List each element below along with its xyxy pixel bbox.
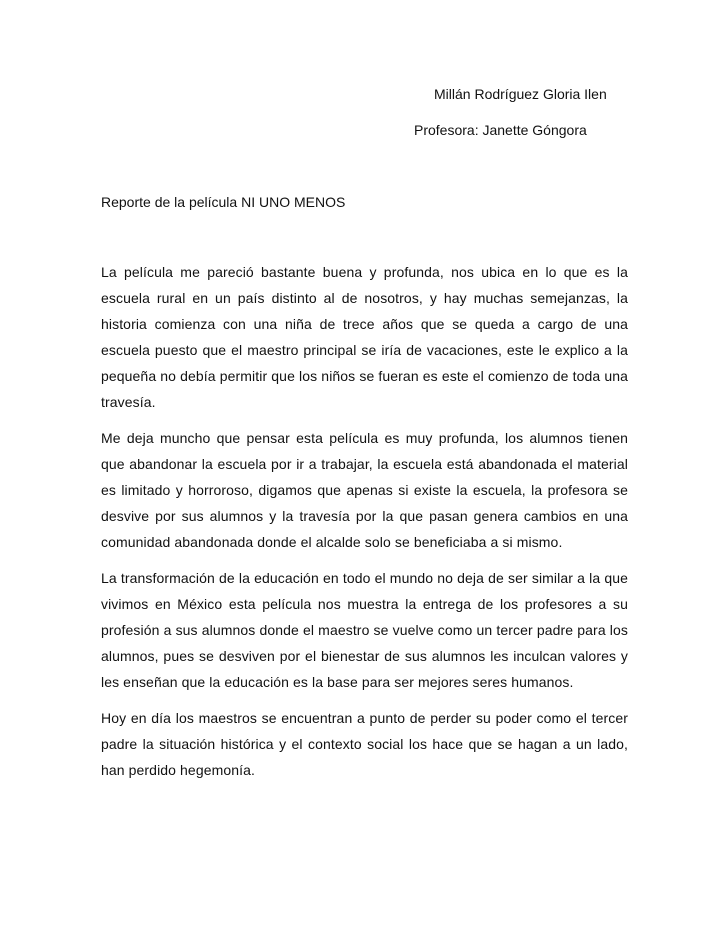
paragraph: Me deja muncho que pensar esta película es muy profunda, los alumnos tienen que abandonar la escuela por ir a trabajar, la escuela está abandonada el material es limitado y horroroso, digamos que apenas si existe la escuela, la profesora se desvive por sus alumnos y la travesía por la que pasan genera cambios en una comunidad abandonada donde el alcalde solo se beneficiaba a si mismo. xyxy=(101,430,628,550)
teacher-name: Profesora: Janette Góngora xyxy=(414,122,587,138)
paragraph: Hoy en día los maestros se encuentran a punto de perder su poder como el tercer padre la situación histórica y el contexto social los hace que se hagan a un lado, han perdido hegemonía. xyxy=(101,710,628,778)
report-body xyxy=(101,259,628,793)
paragraph: La transformación de la educación en todo el mundo no deja de ser similar a la que vivimos en México esta película nos muestra la entrega de los profesores a su profesión a sus alumnos donde el maestro se vuelve como un tercer padre para los alumnos, pues se desviven por el bienestar de sus alumnos les inculcan valores y les enseñan que la educación es la base para ser mejores seres humanos. xyxy=(101,570,628,690)
author-name: Millán Rodríguez Gloria Ilen xyxy=(434,86,607,102)
paragraph: La película me pareció bastante buena y profunda, nos ubica en lo que es la escuela rural en un país distinto al de nosotros, y hay muchas semejanzas, la historia comienza con una niña de trece años que se queda a cargo de una escuela puesto que el maestro principal se iría de vacaciones, este le explico a la pequeña no debía permitir que los niños se fueran es este el comienzo de toda una travesía. xyxy=(101,264,628,410)
report-title: Reporte de la película NI UNO MENOS xyxy=(101,194,346,210)
